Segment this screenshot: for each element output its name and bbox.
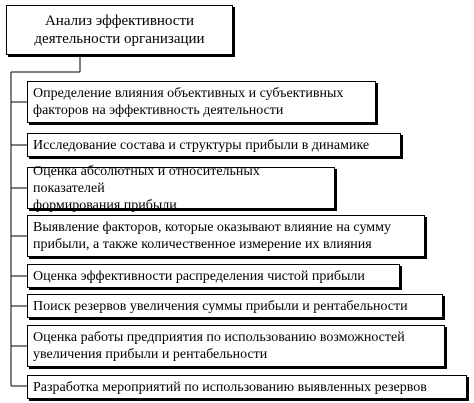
item-label-7: Оценка работы предприятия по использованию возможностей увеличения прибыли и рентабельности	[33, 330, 405, 362]
root-box	[6, 5, 233, 55]
item-label-3: Оценка абсолютных и относительных показателей формирования прибыли	[33, 163, 260, 213]
item-box-3	[27, 163, 335, 213]
item-box-5	[27, 264, 400, 288]
item-box-2	[27, 133, 401, 157]
item-box-6	[27, 294, 443, 318]
item-label-4: Выявление факторов, которые оказывают влияние на сумму прибыли, а также количественное измерение их влияния	[33, 220, 391, 252]
item-label-6: Поиск резервов увеличения суммы прибыли и рентабельности	[33, 298, 408, 314]
item-label-1: Определение влияния объективных и субъективных факторов на эффективность деятельности	[33, 86, 344, 118]
item-label-2: Исследование состава и структуры прибыли в динамике	[33, 137, 370, 153]
item-label-8: Разработка мероприятий по использованию выявленных резервов	[33, 379, 427, 395]
item-box-8	[27, 375, 467, 399]
root-label: Анализ эффективности деятельности организации	[34, 13, 205, 47]
item-box-1	[27, 81, 376, 123]
item-box-7	[27, 325, 445, 367]
item-box-4	[27, 215, 425, 257]
item-label-5: Оценка эффективности распределения чистой прибыли	[33, 268, 365, 284]
